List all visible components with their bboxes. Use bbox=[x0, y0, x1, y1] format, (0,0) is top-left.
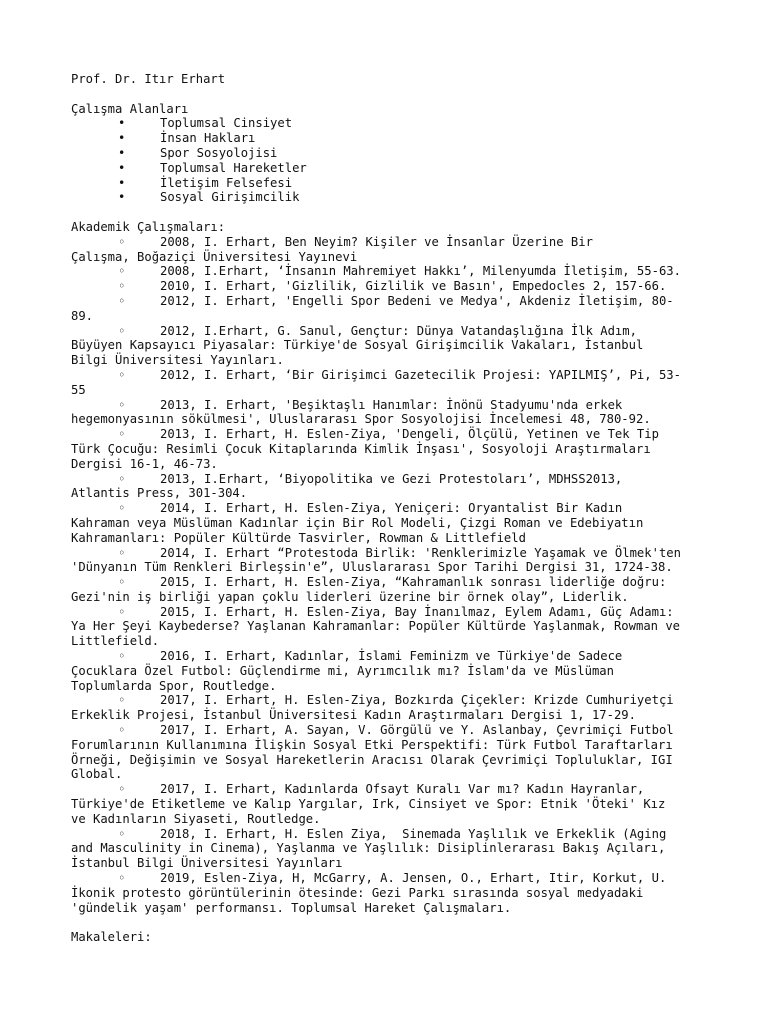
sub-bullet-icon: ◦ bbox=[118, 723, 126, 738]
entry-text: 2008, I.Erhart, ‘İnsanın Mahremiyet Hakkı’, Milenyumda İletişim, 55-63. bbox=[160, 264, 681, 279]
entry-text: 2012, I.Erhart, G. Sanul, Gençtur: Dünya Vatandaşlığına İlk Adım, bbox=[160, 323, 637, 338]
sub-bullet-icon: ◦ bbox=[118, 575, 126, 590]
areas-list bbox=[71, 116, 698, 205]
entry-text: Erkeklik Projesi, İstanbul Üniversitesi Kadın Araştırmaları Dergisi 1, 17-29. bbox=[71, 708, 636, 723]
entry-text: 2015, I. Erhart, H. Eslen-Ziya, Bay İnanılmaz, Eylem Adamı, Güç Adamı: bbox=[160, 604, 674, 619]
sub-bullet-icon: ◦ bbox=[118, 367, 126, 382]
entry-text: 2017, I. Erhart, H. Eslen-Ziya, Bozkırda Çiçekler: Krizde Cumhuriyetçi bbox=[160, 693, 674, 708]
entry-text: 2010, I. Erhart, 'Gizlilik, Gizlilik ve Basın', Empedocles 2, 157-66. bbox=[160, 279, 667, 294]
entry-text: 2016, I. Erhart, Kadınlar, İslami Feminizm ve Türkiye'de Sadece bbox=[160, 649, 623, 664]
entry-text: Global. bbox=[71, 767, 123, 782]
sub-bullet-icon: ◦ bbox=[118, 397, 126, 412]
sub-bullet-icon: ◦ bbox=[118, 323, 126, 338]
sub-bullet-icon: ◦ bbox=[118, 279, 126, 294]
entry-continuation-line bbox=[71, 797, 698, 812]
entry-text: 2017, I. Erhart, A. Sayan, V. Görgülü ve Y. Aslanbay, Çevrimiçi Futbol bbox=[160, 723, 674, 738]
entry-text: 'gündelik yaşam' performansı. Toplumsal Hareket Çalışmaları. bbox=[71, 900, 512, 915]
academic-entry bbox=[71, 427, 698, 471]
entry-text: Dergisi 16-1, 46-73. bbox=[71, 456, 218, 471]
academic-entry bbox=[71, 605, 698, 649]
entry-continuation-line bbox=[71, 531, 698, 546]
entry-continuation-line bbox=[71, 708, 698, 723]
entry-text: 2019, Eslen-Ziya, H, McGarry, A. Jensen, O., Erhart, Itir, Korkut, U. bbox=[160, 871, 667, 886]
entry-continuation-line bbox=[71, 886, 698, 901]
entry-text: Ya Her Şeyi Kaybederse? Yaşlanan Kahramanlar: Popüler Kültürde Yaşlanmak, Rowman ve bbox=[71, 619, 681, 634]
entry-text: Büyüyen Kapsayıcı Piyasalar: Türkiye'de Sosyal Girişimcilik Vakaları, İstanbul bbox=[71, 338, 644, 353]
academic-works-list bbox=[71, 235, 698, 916]
area-item bbox=[71, 116, 698, 131]
entry-text: Gezi'nin iş birliği yapan çoklu liderleri üzerine bir örnek olay”, Liderlik. bbox=[71, 589, 629, 604]
entry-text: İkonik protesto görüntülerinin ötesinde: Gezi Parkı sırasında sosyal medyadaki bbox=[71, 885, 644, 900]
academic-entry bbox=[71, 264, 698, 279]
entry-continuation-line bbox=[71, 383, 698, 398]
entry-continuation-line bbox=[71, 309, 698, 324]
sub-bullet-icon: ◦ bbox=[118, 604, 126, 619]
entry-continuation-line bbox=[71, 753, 698, 768]
entry-text: Türk Çocuğu: Resimli Çocuk Kitaplarında Kimlik İnşası', Sosyoloji Araştırmaları bbox=[71, 441, 651, 456]
entry-continuation-line bbox=[71, 619, 698, 634]
sub-bullet-icon: ◦ bbox=[118, 871, 126, 886]
entry-first-line bbox=[71, 264, 698, 279]
entry-text: 2008, I. Erhart, Ben Neyim? Kişiler ve İnsanlar Üzerine Bir bbox=[160, 234, 593, 249]
entry-text: 2013, I.Erhart, ‘Biyopolitika ve Gezi Protestoları’, MDHSS2013, bbox=[160, 471, 623, 486]
entry-text: 'Dünyanın Tüm Renkleri Birleşsin'e”, Uluslararası Spor Tarihi Dergisi 31, 1724-38. bbox=[71, 560, 673, 575]
sub-bullet-icon: ◦ bbox=[118, 501, 126, 516]
entry-first-line bbox=[71, 501, 698, 516]
sub-bullet-icon: ◦ bbox=[118, 782, 126, 797]
academic-entry bbox=[71, 827, 698, 871]
academic-entry bbox=[71, 546, 698, 576]
entry-text: 2017, I. Erhart, Kadınlarda Ofsayt Kuralı Var mı? Kadın Hayranlar, bbox=[160, 782, 645, 797]
entry-continuation-line bbox=[71, 901, 698, 916]
entry-first-line bbox=[71, 398, 698, 413]
areas-heading: Çalışma Alanları bbox=[71, 101, 189, 116]
bullet-icon: • bbox=[118, 131, 126, 146]
entry-continuation-line bbox=[71, 841, 698, 856]
entry-first-line bbox=[71, 782, 698, 797]
academic-entry bbox=[71, 782, 698, 826]
entry-continuation-line bbox=[71, 812, 698, 827]
academic-entry bbox=[71, 368, 698, 398]
sub-bullet-icon: ◦ bbox=[118, 545, 126, 560]
entry-continuation-line bbox=[71, 634, 698, 649]
area-label: Toplumsal Hareketler bbox=[160, 160, 307, 175]
entry-text: Atlantis Press, 301-304. bbox=[71, 486, 248, 501]
academic-entry bbox=[71, 398, 698, 428]
entry-text: 55 bbox=[71, 382, 86, 397]
academic-entry bbox=[71, 324, 698, 368]
entry-text: Örneği, Değişimin ve Sosyal Hareketlerin Aracısı Olarak Çevrimiçi Topluluklar, IGI bbox=[71, 752, 673, 767]
entry-first-line bbox=[71, 279, 698, 294]
entry-text: Türkiye'de Etiketleme ve Kalıp Yargılar, Irk, Cinsiyet ve Spor: Etnik 'Öteki' Kız bbox=[71, 797, 666, 812]
entry-first-line bbox=[71, 294, 698, 309]
entry-first-line bbox=[71, 827, 698, 842]
area-label: İnsan Hakları bbox=[160, 131, 256, 146]
entry-text: 2014, I. Erhart, H. Eslen-Ziya, Yeniçeri: Oryantalist Bir Kadın bbox=[160, 501, 623, 516]
academic-entry bbox=[71, 723, 698, 782]
entry-continuation-line bbox=[71, 353, 698, 368]
entry-text: Toplumlarda Spor, Routledge. bbox=[71, 678, 277, 693]
entry-continuation-line bbox=[71, 664, 698, 679]
entry-first-line bbox=[71, 575, 698, 590]
entry-continuation-line bbox=[71, 457, 698, 472]
entry-first-line bbox=[71, 472, 698, 487]
bullet-icon: • bbox=[118, 160, 126, 175]
entry-text: 2012, I. Erhart, 'Engelli Spor Bedeni ve Medya', Akdeniz İletişim, 80- bbox=[160, 293, 674, 308]
entry-first-line bbox=[71, 368, 698, 383]
bullet-icon: • bbox=[118, 190, 126, 205]
academic-entry bbox=[71, 279, 698, 294]
entry-first-line bbox=[71, 427, 698, 442]
bullet-icon: • bbox=[118, 175, 126, 190]
sub-bullet-icon: ◦ bbox=[118, 427, 126, 442]
sub-bullet-icon: ◦ bbox=[118, 826, 126, 841]
sub-bullet-icon: ◦ bbox=[118, 264, 126, 279]
academic-entry bbox=[71, 693, 698, 723]
entry-text: Kahramanları: Popüler Kültürde Tasvirler, Rowman & Littlefield bbox=[71, 530, 526, 545]
bullet-icon: • bbox=[118, 116, 126, 131]
entry-text: Littlefield. bbox=[71, 634, 160, 649]
entry-first-line bbox=[71, 605, 698, 620]
entry-text: ve Kadınların Siyaseti, Routledge. bbox=[71, 811, 321, 826]
entry-first-line bbox=[71, 693, 698, 708]
entry-continuation-line bbox=[71, 412, 698, 427]
sub-bullet-icon: ◦ bbox=[118, 234, 126, 249]
entry-text: 2018, I. Erhart, H. Eslen Ziya, Sinemada Yaşlılık ve Erkeklik (Aging bbox=[160, 826, 667, 841]
entry-continuation-line bbox=[71, 738, 698, 753]
academic-entry bbox=[71, 294, 698, 324]
academic-heading: Akademik Çalışmaları: bbox=[71, 219, 226, 234]
area-label: Toplumsal Cinsiyet bbox=[160, 116, 293, 131]
entry-continuation-line bbox=[71, 442, 698, 457]
area-label: İletişim Felsefesi bbox=[160, 175, 293, 190]
entry-continuation-line bbox=[71, 856, 698, 871]
sub-bullet-icon: ◦ bbox=[118, 471, 126, 486]
entry-first-line bbox=[71, 546, 698, 561]
entry-text: Bilgi Üniversitesi Yayınları. bbox=[71, 353, 284, 368]
author-name: Prof. Dr. Itır Erhart bbox=[71, 72, 226, 86]
entry-continuation-line bbox=[71, 560, 698, 575]
entry-text: and Masculinity in Cinema), Yaşlanma ve Yaşlılık: Disiplinlerarası Bakış Açıları, bbox=[71, 841, 666, 856]
entry-text: Kahraman veya Müslüman Kadınlar için Bir Rol Modeli, Çizgi Roman ve Edebiyatın bbox=[71, 515, 644, 530]
academic-entry bbox=[71, 649, 698, 693]
entry-first-line bbox=[71, 871, 698, 886]
entry-continuation-line bbox=[71, 516, 698, 531]
articles-heading: Makaleleri: bbox=[71, 930, 152, 945]
entry-continuation-line bbox=[71, 250, 698, 265]
sub-bullet-icon: ◦ bbox=[118, 649, 126, 664]
entry-continuation-line bbox=[71, 767, 698, 782]
area-item bbox=[71, 146, 698, 161]
area-label: Spor Sosyolojisi bbox=[160, 145, 278, 160]
area-item bbox=[71, 131, 698, 146]
entry-first-line bbox=[71, 324, 698, 339]
entry-continuation-line bbox=[71, 338, 698, 353]
entry-first-line bbox=[71, 723, 698, 738]
entry-text: Çalışma, Boğaziçi Üniversitesi Yayınevi bbox=[71, 249, 358, 264]
bullet-icon: • bbox=[118, 145, 126, 160]
area-label: Sosyal Girişimcilik bbox=[160, 190, 300, 205]
entry-continuation-line bbox=[71, 486, 698, 501]
entry-text: 2014, I. Erhart “Protestoda Birlik: 'Renklerimizle Yaşamak ve Ölmek'ten bbox=[160, 545, 681, 560]
entry-text: İstanbul Bilgi Üniversitesi Yayınları bbox=[71, 856, 343, 871]
academic-entry bbox=[71, 575, 698, 605]
entry-text: 2013, I. Erhart, H. Eslen-Ziya, 'Dengeli, Ölçülü, Yetinen ve Tek Tip bbox=[160, 427, 659, 442]
entry-continuation-line bbox=[71, 590, 698, 605]
entry-text: Forumlarının Kullanımına İlişkin Sosyal Etki Perspektifi: Türk Futbol Taraftarları bbox=[71, 737, 673, 752]
academic-entry bbox=[71, 871, 698, 915]
entry-first-line bbox=[71, 235, 698, 250]
entry-text: hegemonyasının sökülmesi', Uluslararası Spor Sosyolojisi İncelemesi 48, 780-92. bbox=[71, 412, 651, 427]
entry-text: 2012, I. Erhart, ‘Bir Girişimci Gazetecilik Projesi: YAPILMIŞ’, Pi, 53- bbox=[160, 367, 681, 382]
entry-text: 2013, I. Erhart, 'Beşiktaşlı Hanımlar: İnönü Stadyumu'nda erkek bbox=[160, 397, 623, 412]
academic-entry bbox=[71, 472, 698, 502]
area-item bbox=[71, 190, 698, 205]
sub-bullet-icon: ◦ bbox=[118, 693, 126, 708]
entry-text: 2015, I. Erhart, H. Eslen-Ziya, “Kahramanlık sonrası liderliğe doğru: bbox=[160, 575, 667, 590]
entry-text: Çocuklara Özel Futbol: Güçlendirme mi, Ayrımcılık mı? İslam'da ve Müslüman bbox=[71, 663, 614, 678]
area-item bbox=[71, 176, 698, 191]
entry-text: 89. bbox=[71, 308, 94, 323]
area-item bbox=[71, 161, 698, 176]
entry-continuation-line bbox=[71, 679, 698, 694]
academic-entry bbox=[71, 235, 698, 265]
sub-bullet-icon: ◦ bbox=[118, 293, 126, 308]
entry-first-line bbox=[71, 649, 698, 664]
academic-entry bbox=[71, 501, 698, 545]
